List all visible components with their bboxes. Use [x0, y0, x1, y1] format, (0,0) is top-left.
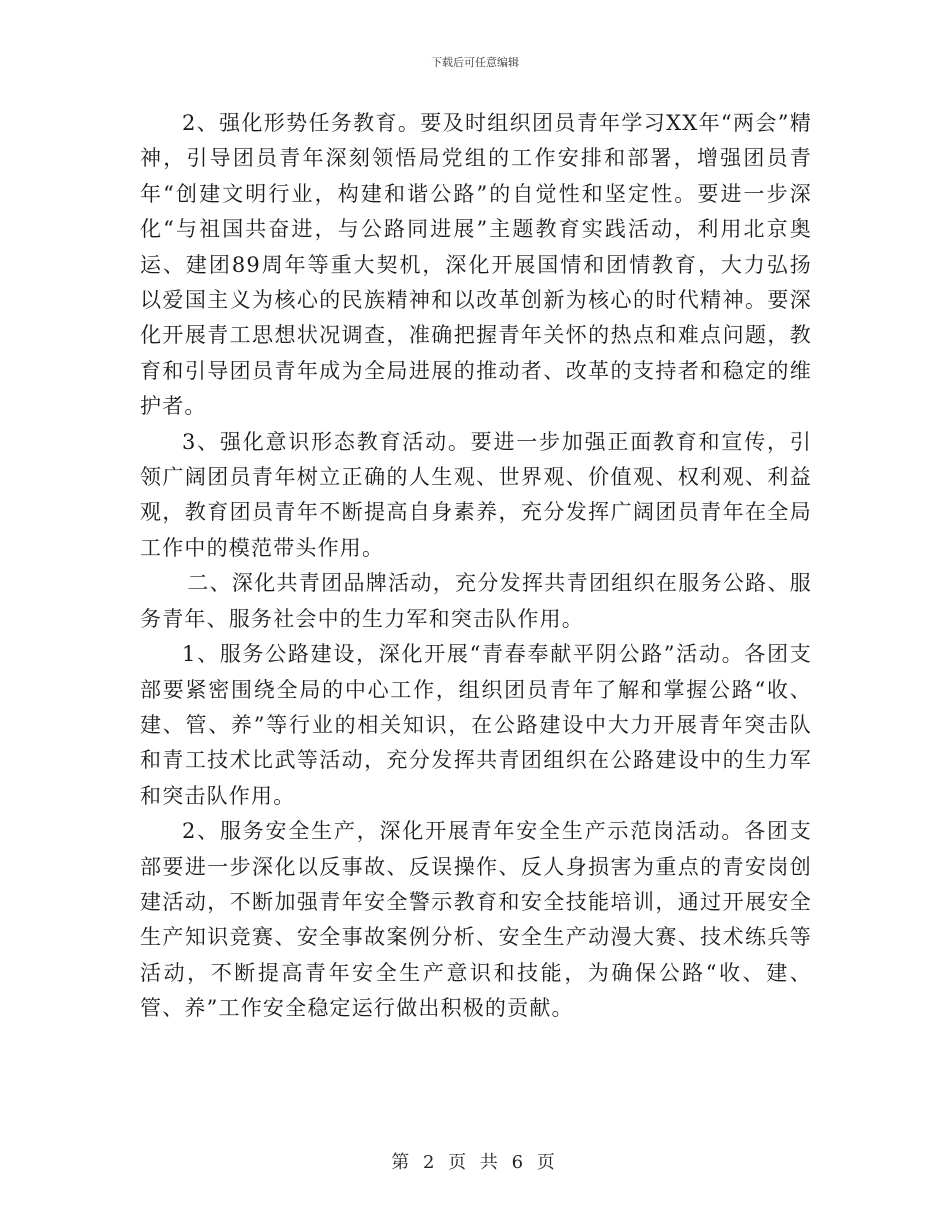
page-header: 下载后可任意编辑: [431, 56, 519, 69]
paragraph-road-construction: 1、服务公路建设，深化开展“青春奉献平阴公路”活动。各团支部要紧密围绕全局的中心工作，组织团员青年了解和掌握公路“收、建、管、养”等行业的相关知识，在公路建设中大力开展青年突击队和青工技术比武等活动，充分发挥共青团组织在公路建设中的生力军和突击队作用。: [140, 642, 812, 808]
paragraph-safety-production: 2、服务安全生产，深化开展青年安全生产示范岗活动。各团支部要进一步深化以反事故、反误操作、反人身损害为重点的青安岗创建活动，不断加强青年安全警示教育和安全技能培训，通过开展安全生产知识竞赛、安全事故案例分析、安全生产动漫大赛、技术练兵等活动，不断提高青年安全生产意识和技能，为确保公路“收、建、管、养”工作安全稳定运行做出积极的贡献。: [140, 819, 812, 1021]
paragraph-situation-education: 2、强化形势任务教育。要及时组织团员青年学习XX年“两会”精神，引导团员青年深刻领悟局党组的工作安排和部署，增强团员青年“创建文明行业，构建和谐公路”的自觉性和坚定性。要进一步深化“与祖国共奋进，与公路同进展”主题教育实践活动，利用北京奥运、建团89周年等重大契机，深化开展国情和团情教育，大力弘扬以爱国主义为核心的民族精神和以改革创新为核心的时代精神。要深化开展青工思想状况调查，准确把握青年关怀的热点和难点问题，教育和引导团员青年成为全局进展的推动者、改革的支持者和稳定的维护者。: [140, 111, 812, 419]
document-body: [140, 106, 812, 1027]
page-number: 第 2 页 共 6 页: [391, 1152, 559, 1173]
paragraph-ideology-education: 3、强化意识形态教育活动。要进一步加强正面教育和宣传，引领广阔团员青年树立正确的人生观、世界观、价值观、权利观、利益观，教育团员青年不断提高自身素养，充分发挥广阔团员青年在全局工作中的模范带头作用。: [140, 429, 812, 560]
paragraph-section-heading-two: 二、深化共青团品牌活动，充分发挥共青团组织在服务公路、服务青年、服务社会中的生力军和突击队作用。: [140, 571, 812, 631]
